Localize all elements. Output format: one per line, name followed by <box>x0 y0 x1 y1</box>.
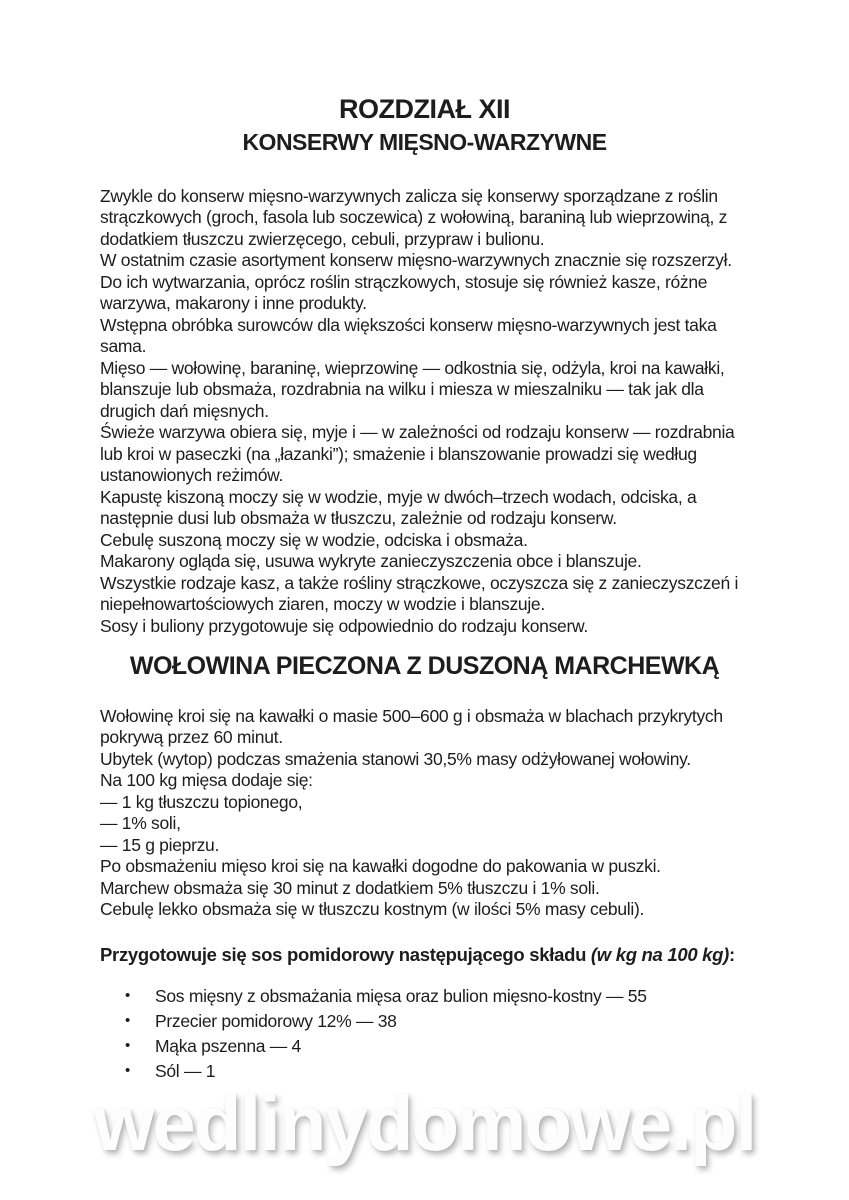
additive-line: — 1% soli, <box>100 813 181 834</box>
sauce-heading <box>100 942 749 968</box>
ingredient-text: Przecier pomidorowy 12% — 38 <box>155 1010 397 1031</box>
recipe-paragraph: Cebulę lekko obsmaża się w tłuszczu kostnym (w ilości 5% masy cebuli). <box>100 899 645 920</box>
intro-paragraph: Wszystkie rodzaje kasz, a także rośliny strączkowe, oczyszcza się z zanieczyszczeń i niepełnowartościowych ziaren, moczy w wodzie i blanszuje. <box>100 572 739 615</box>
list-item <box>100 1034 749 1058</box>
ingredient-text: Sól — 1 <box>155 1060 216 1081</box>
intro-paragraph: Zwykle do konserw mięsno-warzywnych zalicza się konserwy sporządzane z roślin strączkowych (groch, fasola lub soczewica) z wołowiną, baraniną lub wieprzowiną, z dodatkiem tłuszczu zwierzęcego, cebuli, przypraw i bulionu. <box>100 185 728 249</box>
chapter-title: ROZDZIAŁ XII <box>339 94 510 124</box>
bullet-icon: • <box>125 1061 130 1079</box>
chapter-subtitle: KONSERWY MIĘSNO-WARZYWNE <box>242 129 607 156</box>
bullet-icon: • <box>125 1036 130 1054</box>
list-item <box>100 1059 749 1083</box>
intro-paragraph: Świeże warzywa obiera się, myje i — w zależności od rodzaju konserw — rozdrabnia lub kroi w paseczki (na „łazanki”); smażenie i blanszowanie prowadzi się według ustanowionych reżimów. <box>100 422 735 486</box>
sauce-heading-colon: : <box>729 943 735 965</box>
recipe-paragraph: Po obsmażeniu mięso kroi się na kawałki dogodne do pakowania w puszki. <box>100 856 661 877</box>
recipe-paragraph: Marchew obsmaża się 30 minut z dodatkiem 5% tłuszczu i 1% soli. <box>100 877 600 898</box>
recipe-paragraph: Ubytek (wytop) podczas smażenia stanowi 30,5% masy odżyłowanej wołowiny. <box>100 748 691 769</box>
recipe-heading: WOŁOWINA PIECZONA Z DUSZONĄ MARCHEWKĄ <box>129 652 720 681</box>
list-item <box>100 1009 749 1033</box>
sauce-heading-text: Przygotowuje się sos pomidorowy następującego składu <box>100 943 591 965</box>
intro-paragraph: Cebulę suszoną moczy się w wodzie, odciska i obsmaża. <box>100 529 528 550</box>
intro-section <box>100 186 749 638</box>
bullet-icon: • <box>125 1011 130 1029</box>
ingredient-text: Sos mięsny z obsmażania mięsa oraz bulion mięsno-kostny — 55 <box>155 985 647 1006</box>
sauce-heading-note: (w kg na 100 kg) <box>590 943 730 965</box>
additive-line: — 15 g pieprzu. <box>100 834 220 855</box>
list-item <box>100 984 749 1008</box>
ingredient-list <box>100 984 749 1083</box>
recipe-section <box>100 706 749 921</box>
recipe-paragraph: Wołowinę kroi się na kawałki o masie 500–600 g i obsmaża w blachach przykrytych pokrywą przez 60 minut. <box>100 705 723 748</box>
intro-paragraph: Mięso — wołowinę, baraninę, wieprzowinę — odkostnia się, odżyla, kroi na kawałki, blanszuje lub obsmaża, rozdrabnia na wilku i miesza w mieszalniku — tak jak dla drugich dań mięsnych. <box>100 357 725 421</box>
page-content <box>100 0 749 1083</box>
bullet-icon: • <box>125 986 130 1004</box>
intro-paragraph: Kapustę kiszoną moczy się w wodzie, myje w dwóch–trzech wodach, odciska, a następnie dusi lub obsmaża w tłuszczu, zależnie od rodzaju konserw. <box>100 486 697 529</box>
watermark: wedlinydomowe.pl <box>93 1079 756 1167</box>
intro-paragraph: W ostatnim czasie asortyment konserw mięsno-warzywnych znacznie się rozszerzył. Do ich wytwarzania, oprócz roślin strączkowych, stosuje się również kasze, różne warzywa, makarony i inne produkty. <box>100 250 732 314</box>
intro-paragraph: Wstępna obróbka surowców dla większości konserw mięsno-warzywnych jest taka sama. <box>100 314 717 357</box>
intro-paragraph: Makarony ogląda się, usuwa wykryte zanieczyszczenia obce i blanszuje. <box>100 551 642 572</box>
additive-line: — 1 kg tłuszczu topionego, <box>100 791 303 812</box>
intro-paragraph: Sosy i buliony przygotowuje się odpowiednio do rodzaju konserw. <box>100 615 588 636</box>
ingredient-text: Mąka pszenna — 4 <box>155 1035 301 1056</box>
recipe-paragraph: Na 100 kg mięsa dodaje się: <box>100 770 313 791</box>
